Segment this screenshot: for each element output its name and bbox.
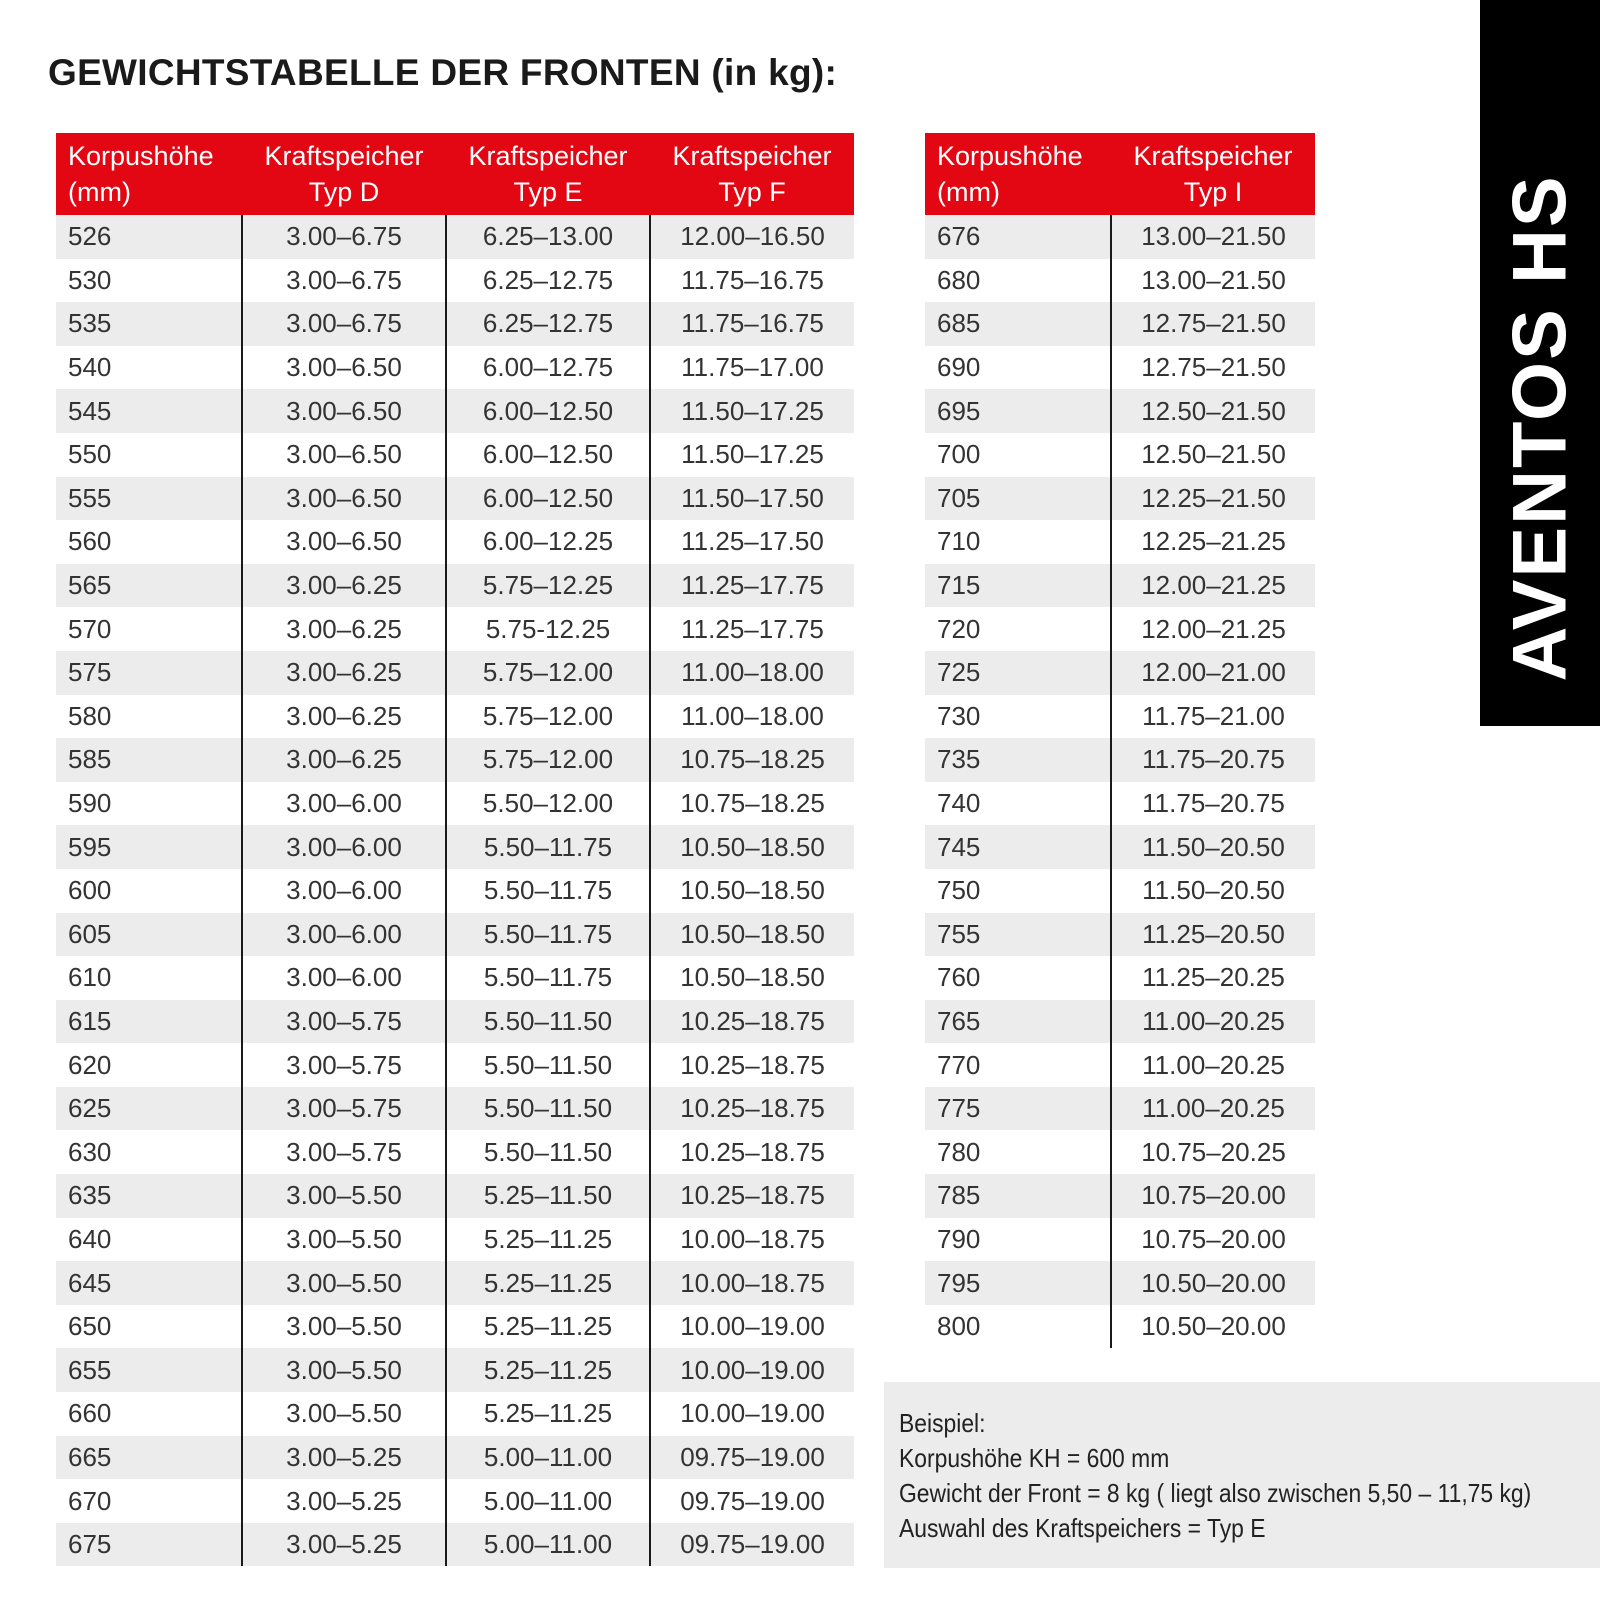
cell-weight-range: 10.00–18.75 (650, 1218, 854, 1262)
table-row (925, 738, 1315, 782)
cell-korpushoehe: 795 (925, 1261, 1111, 1305)
cell-weight-range: 3.00–5.25 (242, 1479, 446, 1523)
cell-weight-range: 11.50–17.50 (650, 477, 854, 521)
table-header-row (56, 133, 854, 215)
table-row (56, 259, 854, 303)
cell-korpushoehe: 585 (56, 738, 242, 782)
cell-weight-range: 12.00–21.25 (1111, 564, 1315, 608)
cell-korpushoehe: 765 (925, 1000, 1111, 1044)
cell-weight-range: 3.00–6.50 (242, 346, 446, 390)
table-row (56, 651, 854, 695)
table-row (56, 738, 854, 782)
cell-korpushoehe: 600 (56, 869, 242, 913)
cell-weight-range: 3.00–5.50 (242, 1392, 446, 1436)
cell-weight-range: 11.25–20.50 (1111, 913, 1315, 957)
table-row (925, 1130, 1315, 1174)
cell-korpushoehe: 790 (925, 1218, 1111, 1262)
cell-weight-range: 3.00–5.50 (242, 1348, 446, 1392)
table-row (925, 389, 1315, 433)
cell-weight-range: 3.00–6.75 (242, 259, 446, 303)
cell-weight-range: 11.25–17.75 (650, 607, 854, 651)
cell-weight-range: 10.75–20.00 (1111, 1174, 1315, 1218)
cell-weight-range: 5.75-12.25 (446, 607, 650, 651)
cell-weight-range: 11.50–17.25 (650, 433, 854, 477)
cell-korpushoehe: 676 (925, 215, 1111, 259)
cell-weight-range: 5.50–11.75 (446, 913, 650, 957)
header-typ-i: Kraftspeicher Typ I (1111, 133, 1315, 215)
cell-weight-range: 5.50–11.75 (446, 869, 650, 913)
header-typ-d: Kraftspeicher Typ D (242, 133, 446, 215)
cell-weight-range: 5.25–11.25 (446, 1261, 650, 1305)
cell-weight-range: 11.00–18.00 (650, 651, 854, 695)
table-row (56, 825, 854, 869)
cell-weight-range: 6.00–12.50 (446, 389, 650, 433)
cell-weight-range: 6.00–12.75 (446, 346, 650, 390)
table-row (56, 389, 854, 433)
cell-weight-range: 5.50–11.50 (446, 1087, 650, 1131)
cell-korpushoehe: 535 (56, 302, 242, 346)
cell-korpushoehe: 655 (56, 1348, 242, 1392)
cell-weight-range: 5.75–12.00 (446, 695, 650, 739)
cell-korpushoehe: 635 (56, 1174, 242, 1218)
cell-weight-range: 5.50–11.50 (446, 1000, 650, 1044)
cell-weight-range: 5.75–12.00 (446, 738, 650, 782)
table-row (925, 695, 1315, 739)
table-row (925, 520, 1315, 564)
cell-weight-range: 3.00–6.25 (242, 695, 446, 739)
cell-weight-range: 11.75–17.00 (650, 346, 854, 390)
table-row (925, 913, 1315, 957)
cell-korpushoehe: 625 (56, 1087, 242, 1131)
cell-weight-range: 09.75–19.00 (650, 1436, 854, 1480)
cell-weight-range: 11.00–20.25 (1111, 1043, 1315, 1087)
cell-weight-range: 6.00–12.50 (446, 433, 650, 477)
cell-korpushoehe: 645 (56, 1261, 242, 1305)
example-line: Gewicht der Front = 8 kg ( liegt also zwischen 5,50 – 11,75 kg) (899, 1478, 1532, 1508)
table-row (925, 1261, 1315, 1305)
cell-weight-range: 3.00–5.75 (242, 1000, 446, 1044)
table-row (56, 215, 854, 259)
table-row (56, 695, 854, 739)
cell-weight-range: 5.00–11.00 (446, 1523, 650, 1567)
cell-weight-range: 10.50–18.50 (650, 913, 854, 957)
cell-weight-range: 11.75–16.75 (650, 302, 854, 346)
cell-weight-range: 5.00–11.00 (446, 1479, 650, 1523)
cell-korpushoehe: 715 (925, 564, 1111, 608)
table-row (56, 1436, 854, 1480)
table-row (56, 1087, 854, 1131)
table-row (925, 433, 1315, 477)
cell-korpushoehe: 526 (56, 215, 242, 259)
header-korpushoehe: Korpushöhe (mm) (56, 133, 242, 215)
page-title: GEWICHTSTABELLE DER FRONTEN (in kg): (48, 52, 838, 93)
cell-korpushoehe: 530 (56, 259, 242, 303)
cell-weight-range: 3.00–5.75 (242, 1130, 446, 1174)
cell-weight-range: 10.00–19.00 (650, 1305, 854, 1349)
example-heading: Beispiel: (899, 1408, 986, 1438)
cell-weight-range: 3.00–6.50 (242, 477, 446, 521)
table-row (56, 913, 854, 957)
table-row (925, 1043, 1315, 1087)
cell-weight-range: 11.75–20.75 (1111, 782, 1315, 826)
cell-weight-range: 3.00–5.75 (242, 1043, 446, 1087)
table-row (56, 1261, 854, 1305)
cell-weight-range: 10.50–20.00 (1111, 1261, 1315, 1305)
cell-weight-range: 3.00–6.75 (242, 302, 446, 346)
table-row (56, 1523, 854, 1567)
cell-weight-range: 5.75–12.25 (446, 564, 650, 608)
cell-weight-range: 3.00–5.25 (242, 1523, 446, 1567)
table-row (56, 956, 854, 1000)
cell-weight-range: 10.75–20.25 (1111, 1130, 1315, 1174)
cell-weight-range: 3.00–6.25 (242, 738, 446, 782)
cell-korpushoehe: 540 (56, 346, 242, 390)
cell-weight-range: 3.00–5.50 (242, 1305, 446, 1349)
table-row (56, 477, 854, 521)
cell-korpushoehe: 770 (925, 1043, 1111, 1087)
table-row (925, 1000, 1315, 1044)
cell-korpushoehe: 775 (925, 1087, 1111, 1131)
cell-weight-range: 11.00–18.00 (650, 695, 854, 739)
cell-weight-range: 09.75–19.00 (650, 1479, 854, 1523)
table-row (925, 215, 1315, 259)
cell-weight-range: 10.50–20.00 (1111, 1305, 1315, 1349)
cell-weight-range: 3.00–5.50 (242, 1261, 446, 1305)
cell-weight-range: 11.50–17.25 (650, 389, 854, 433)
cell-weight-range: 3.00–6.00 (242, 913, 446, 957)
cell-weight-range: 12.50–21.50 (1111, 433, 1315, 477)
cell-korpushoehe: 700 (925, 433, 1111, 477)
table-row (56, 607, 854, 651)
cell-weight-range: 5.50–11.75 (446, 956, 650, 1000)
cell-korpushoehe: 785 (925, 1174, 1111, 1218)
cell-korpushoehe: 675 (56, 1523, 242, 1567)
cell-weight-range: 10.75–20.00 (1111, 1218, 1315, 1262)
cell-korpushoehe: 705 (925, 477, 1111, 521)
cell-weight-range: 3.00–6.00 (242, 825, 446, 869)
cell-korpushoehe: 710 (925, 520, 1111, 564)
table-row (56, 302, 854, 346)
cell-weight-range: 12.25–21.25 (1111, 520, 1315, 564)
cell-weight-range: 11.75–20.75 (1111, 738, 1315, 782)
cell-korpushoehe: 545 (56, 389, 242, 433)
cell-weight-range: 6.25–12.75 (446, 302, 650, 346)
cell-korpushoehe: 665 (56, 1436, 242, 1480)
cell-weight-range: 12.75–21.50 (1111, 302, 1315, 346)
cell-weight-range: 3.00–6.25 (242, 564, 446, 608)
cell-korpushoehe: 605 (56, 913, 242, 957)
cell-weight-range: 13.00–21.50 (1111, 259, 1315, 303)
example-line: Korpushöhe KH = 600 mm (899, 1443, 1170, 1473)
weight-table-typ-i (925, 133, 1315, 1348)
table-row (925, 782, 1315, 826)
cell-korpushoehe: 555 (56, 477, 242, 521)
cell-weight-range: 12.00–16.50 (650, 215, 854, 259)
cell-weight-range: 5.50–11.50 (446, 1043, 650, 1087)
cell-weight-range: 11.75–16.75 (650, 259, 854, 303)
cell-weight-range: 6.25–13.00 (446, 215, 650, 259)
cell-korpushoehe: 720 (925, 607, 1111, 651)
cell-weight-range: 5.25–11.25 (446, 1348, 650, 1392)
table-row (925, 956, 1315, 1000)
cell-weight-range: 5.50–12.00 (446, 782, 650, 826)
cell-korpushoehe: 780 (925, 1130, 1111, 1174)
cell-korpushoehe: 590 (56, 782, 242, 826)
cell-weight-range: 3.00–6.00 (242, 782, 446, 826)
cell-korpushoehe: 595 (56, 825, 242, 869)
cell-korpushoehe: 690 (925, 346, 1111, 390)
cell-weight-range: 12.75–21.50 (1111, 346, 1315, 390)
cell-weight-range: 11.25–17.75 (650, 564, 854, 608)
cell-korpushoehe: 580 (56, 695, 242, 739)
cell-korpushoehe: 550 (56, 433, 242, 477)
cell-weight-range: 10.00–19.00 (650, 1392, 854, 1436)
cell-weight-range: 3.00–6.25 (242, 607, 446, 651)
table-row (925, 869, 1315, 913)
cell-weight-range: 3.00–5.25 (242, 1436, 446, 1480)
cell-weight-range: 3.00–6.50 (242, 389, 446, 433)
cell-korpushoehe: 615 (56, 1000, 242, 1044)
cell-korpushoehe: 685 (925, 302, 1111, 346)
cell-korpushoehe: 695 (925, 389, 1111, 433)
table-header-row (925, 133, 1315, 215)
cell-weight-range: 5.25–11.25 (446, 1218, 650, 1262)
table-row (925, 564, 1315, 608)
table-row (925, 302, 1315, 346)
table-row (56, 1000, 854, 1044)
cell-weight-range: 3.00–6.50 (242, 520, 446, 564)
cell-weight-range: 3.00–5.50 (242, 1218, 446, 1262)
cell-weight-range: 10.75–18.25 (650, 738, 854, 782)
cell-korpushoehe: 740 (925, 782, 1111, 826)
side-tab-label: AVENTOS HS (1497, 174, 1583, 682)
cell-weight-range: 10.25–18.75 (650, 1087, 854, 1131)
cell-weight-range: 3.00–6.25 (242, 651, 446, 695)
header-typ-f: Kraftspeicher Typ F (650, 133, 854, 215)
cell-weight-range: 5.25–11.25 (446, 1305, 650, 1349)
cell-weight-range: 5.50–11.50 (446, 1130, 650, 1174)
cell-korpushoehe: 680 (925, 259, 1111, 303)
cell-weight-range: 12.00–21.00 (1111, 651, 1315, 695)
cell-weight-range: 09.75–19.00 (650, 1523, 854, 1567)
cell-weight-range: 10.00–19.00 (650, 1348, 854, 1392)
header-korpushoehe: Korpushöhe (mm) (925, 133, 1111, 215)
cell-weight-range: 5.25–11.25 (446, 1392, 650, 1436)
cell-weight-range: 3.00–6.00 (242, 956, 446, 1000)
cell-weight-range: 11.50–20.50 (1111, 869, 1315, 913)
cell-weight-range: 12.25–21.50 (1111, 477, 1315, 521)
cell-korpushoehe: 560 (56, 520, 242, 564)
cell-korpushoehe: 755 (925, 913, 1111, 957)
cell-korpushoehe: 745 (925, 825, 1111, 869)
table-row (925, 1087, 1315, 1131)
cell-weight-range: 13.00–21.50 (1111, 215, 1315, 259)
cell-weight-range: 12.50–21.50 (1111, 389, 1315, 433)
cell-korpushoehe: 570 (56, 607, 242, 651)
table-row (56, 346, 854, 390)
cell-korpushoehe: 565 (56, 564, 242, 608)
cell-weight-range: 5.00–11.00 (446, 1436, 650, 1480)
cell-weight-range: 10.50–18.50 (650, 956, 854, 1000)
cell-korpushoehe: 620 (56, 1043, 242, 1087)
cell-weight-range: 11.75–21.00 (1111, 695, 1315, 739)
cell-weight-range: 11.00–20.25 (1111, 1087, 1315, 1131)
cell-weight-range: 3.00–6.00 (242, 869, 446, 913)
cell-weight-range: 10.00–18.75 (650, 1261, 854, 1305)
table-row (925, 346, 1315, 390)
cell-korpushoehe: 610 (56, 956, 242, 1000)
cell-weight-range: 3.00–5.50 (242, 1174, 446, 1218)
cell-korpushoehe: 725 (925, 651, 1111, 695)
cell-weight-range: 12.00–21.25 (1111, 607, 1315, 651)
cell-korpushoehe: 660 (56, 1392, 242, 1436)
cell-korpushoehe: 630 (56, 1130, 242, 1174)
cell-korpushoehe: 750 (925, 869, 1111, 913)
table-row (56, 433, 854, 477)
cell-weight-range: 11.50–20.50 (1111, 825, 1315, 869)
table-row (56, 1218, 854, 1262)
cell-korpushoehe: 760 (925, 956, 1111, 1000)
cell-korpushoehe: 800 (925, 1305, 1111, 1349)
table-row (925, 477, 1315, 521)
cell-weight-range: 10.75–18.25 (650, 782, 854, 826)
table-row (56, 1174, 854, 1218)
table-row (925, 607, 1315, 651)
cell-weight-range: 10.25–18.75 (650, 1174, 854, 1218)
cell-weight-range: 5.75–12.00 (446, 651, 650, 695)
cell-korpushoehe: 670 (56, 1479, 242, 1523)
table-row (925, 1218, 1315, 1262)
cell-weight-range: 10.25–18.75 (650, 1000, 854, 1044)
cell-weight-range: 6.00–12.50 (446, 477, 650, 521)
weight-table-main (56, 133, 854, 1566)
cell-weight-range: 6.25–12.75 (446, 259, 650, 303)
table-row (56, 1043, 854, 1087)
cell-weight-range: 10.50–18.50 (650, 825, 854, 869)
cell-korpushoehe: 650 (56, 1305, 242, 1349)
table-row (56, 1348, 854, 1392)
cell-korpushoehe: 735 (925, 738, 1111, 782)
table-row (56, 1392, 854, 1436)
cell-weight-range: 5.25–11.50 (446, 1174, 650, 1218)
example-box (884, 1382, 1600, 1568)
table-row (925, 259, 1315, 303)
table-row (925, 1174, 1315, 1218)
table-row (925, 651, 1315, 695)
table-row (56, 520, 854, 564)
cell-weight-range: 6.00–12.25 (446, 520, 650, 564)
table-row (925, 825, 1315, 869)
cell-weight-range: 5.50–11.75 (446, 825, 650, 869)
table-row (56, 564, 854, 608)
cell-korpushoehe: 575 (56, 651, 242, 695)
header-typ-e: Kraftspeicher Typ E (446, 133, 650, 215)
side-tab (1480, 0, 1600, 726)
cell-weight-range: 3.00–5.75 (242, 1087, 446, 1131)
cell-weight-range: 10.25–18.75 (650, 1130, 854, 1174)
cell-weight-range: 11.25–20.25 (1111, 956, 1315, 1000)
cell-korpushoehe: 730 (925, 695, 1111, 739)
cell-weight-range: 3.00–6.50 (242, 433, 446, 477)
table-row (56, 1305, 854, 1349)
cell-korpushoehe: 640 (56, 1218, 242, 1262)
cell-weight-range: 11.25–17.50 (650, 520, 854, 564)
table-row (56, 782, 854, 826)
cell-weight-range: 11.00–20.25 (1111, 1000, 1315, 1044)
example-line: Auswahl des Kraftspeichers = Typ E (899, 1513, 1266, 1543)
cell-weight-range: 3.00–6.75 (242, 215, 446, 259)
table-row (56, 869, 854, 913)
table-row (56, 1479, 854, 1523)
table-row (56, 1130, 854, 1174)
cell-weight-range: 10.50–18.50 (650, 869, 854, 913)
table-row (925, 1305, 1315, 1349)
cell-weight-range: 10.25–18.75 (650, 1043, 854, 1087)
